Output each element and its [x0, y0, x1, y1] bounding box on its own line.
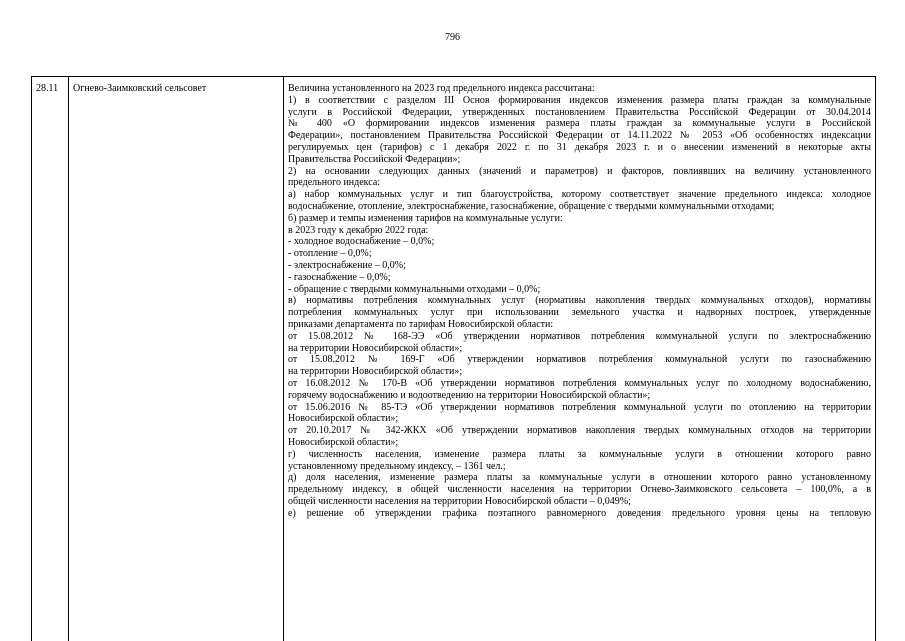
description-line: от 15.08.2012 № 169-Г «Об утверждении нормативов потребления коммунальной услуги по газоснабжению: [288, 354, 871, 366]
description-line: регулируемых цен (тарифов) с 1 декабря 2022 г. по 31 декабря 2023 г. и о внесении изменений в некоторые акты: [288, 141, 871, 153]
description-line: горячему водоснабжению и водоотведению на территории Новосибирской области»;: [288, 389, 651, 401]
description-line: от 20.10.2017 № 342-ЖКХ «Об утверждении нормативов накопления твердых коммунальных отходов на территории: [288, 425, 871, 437]
row-number-cell: [32, 77, 69, 641]
description-line: на территории Новосибирской области»;: [288, 366, 463, 378]
description-line: Федерации», постановлением Правительства Российской Федерации от 14.11.2022 № 2053 «Об особенностях индексации: [288, 130, 871, 142]
page-number: 796: [445, 32, 460, 43]
description-line: предельному индексу, в общей численности населения на территории Огнево-Заимковского сельсовета – 100,0%, а в: [288, 484, 871, 496]
description-line: приказами департамента по тарифам Новосибирской области:: [288, 318, 554, 330]
description-line: г) численность населения, изменение размера платы за коммунальные услуги в отношении которого равно: [288, 448, 871, 460]
description-line: в 2023 году к декабрю 2022 года:: [288, 224, 429, 236]
description-line: б) размер и темпы изменения тарифов на коммунальные услуги:: [288, 212, 563, 224]
description-line: Величина установленного на 2023 год предельного индекса рассчитана:: [288, 83, 595, 94]
description-line: д) доля населения, изменение размера платы за коммунальные услуги в отношении которого равно установленному: [288, 472, 871, 484]
description-line: а) набор коммунальных услуг и тип благоустройства, которому соответствует значение предельного индекса: холодное: [288, 189, 871, 201]
description-text: [284, 77, 875, 519]
row-number: 28.11: [36, 83, 59, 94]
municipality-name: Огнево-Заимковский сельсовет: [73, 83, 207, 94]
description-line: от 15.06.2016 № 85-ТЭ «Об утверждении нормативов потребления коммунальной услуги по отоплению на территории: [288, 401, 871, 413]
description-line: услуги в Российской Федерации, утвержденных постановлением Правительства Российской Федерации от 30.04.2014: [288, 106, 871, 118]
municipality-cell: [69, 77, 284, 641]
description-line: в) нормативы потребления коммунальных услуг (нормативы накопления твердых коммунальных отходов), нормативы: [288, 295, 871, 307]
description-line: Новосибирской области»;: [288, 413, 399, 425]
description-line: - отопление – 0,0%;: [288, 248, 372, 260]
document-table: [31, 76, 876, 641]
description-line: Правительства Российской Федерации»;: [288, 153, 461, 165]
description-line: от 16.08.2012 № 170-В «Об утверждении нормативов потребления коммунальных услуг по холодному водоснабжению,: [288, 377, 871, 389]
description-line: 1) в соответствии с разделом III Основ формирования индексов изменения размера платы граждан за коммунальные: [288, 94, 871, 106]
description-line: - холодное водоснабжение – 0,0%;: [288, 236, 435, 248]
description-line: - электроснабжение – 0,0%;: [288, 259, 406, 271]
description-line: № 400 «О формировании индексов изменения размера платы граждан за коммунальные услуги в Российской: [288, 118, 871, 130]
description-line: предельного индекса:: [288, 177, 381, 189]
description-line: - обращение с твердыми коммунальными отходами – 0,0%;: [288, 283, 541, 295]
description-line: потребления коммунальных услуг при использовании земельного участка и надворных построек, утвержденные: [288, 307, 871, 319]
description-line: на территории Новосибирской области»;: [288, 342, 463, 354]
description-line: е) решение об утверждении графика поэтапного равномерного доведения предельного уровня цены на тепловую: [288, 507, 871, 519]
description-line: Новосибирской области»;: [288, 436, 399, 448]
description-line: водоснабжение, отопление, электроснабжение, газоснабжение, обращение с твердыми коммунальными отходами;: [288, 200, 775, 212]
description-cell: [284, 77, 875, 641]
description-line: 2) на основании следующих данных (значений и параметров) и факторов, повлиявших на величину установленного: [288, 165, 871, 177]
description-line: общей численности населения на территории Новосибирской области – 0,049%;: [288, 495, 631, 507]
description-line: от 15.08.2012 № 168-ЭЭ «Об утверждении нормативов потребления коммунальной услуги по электроснабжению: [288, 330, 871, 342]
description-line: - газоснабжение – 0,0%;: [288, 271, 391, 283]
description-line: установленному предельному индексу, – 1361 чел.;: [288, 460, 506, 472]
